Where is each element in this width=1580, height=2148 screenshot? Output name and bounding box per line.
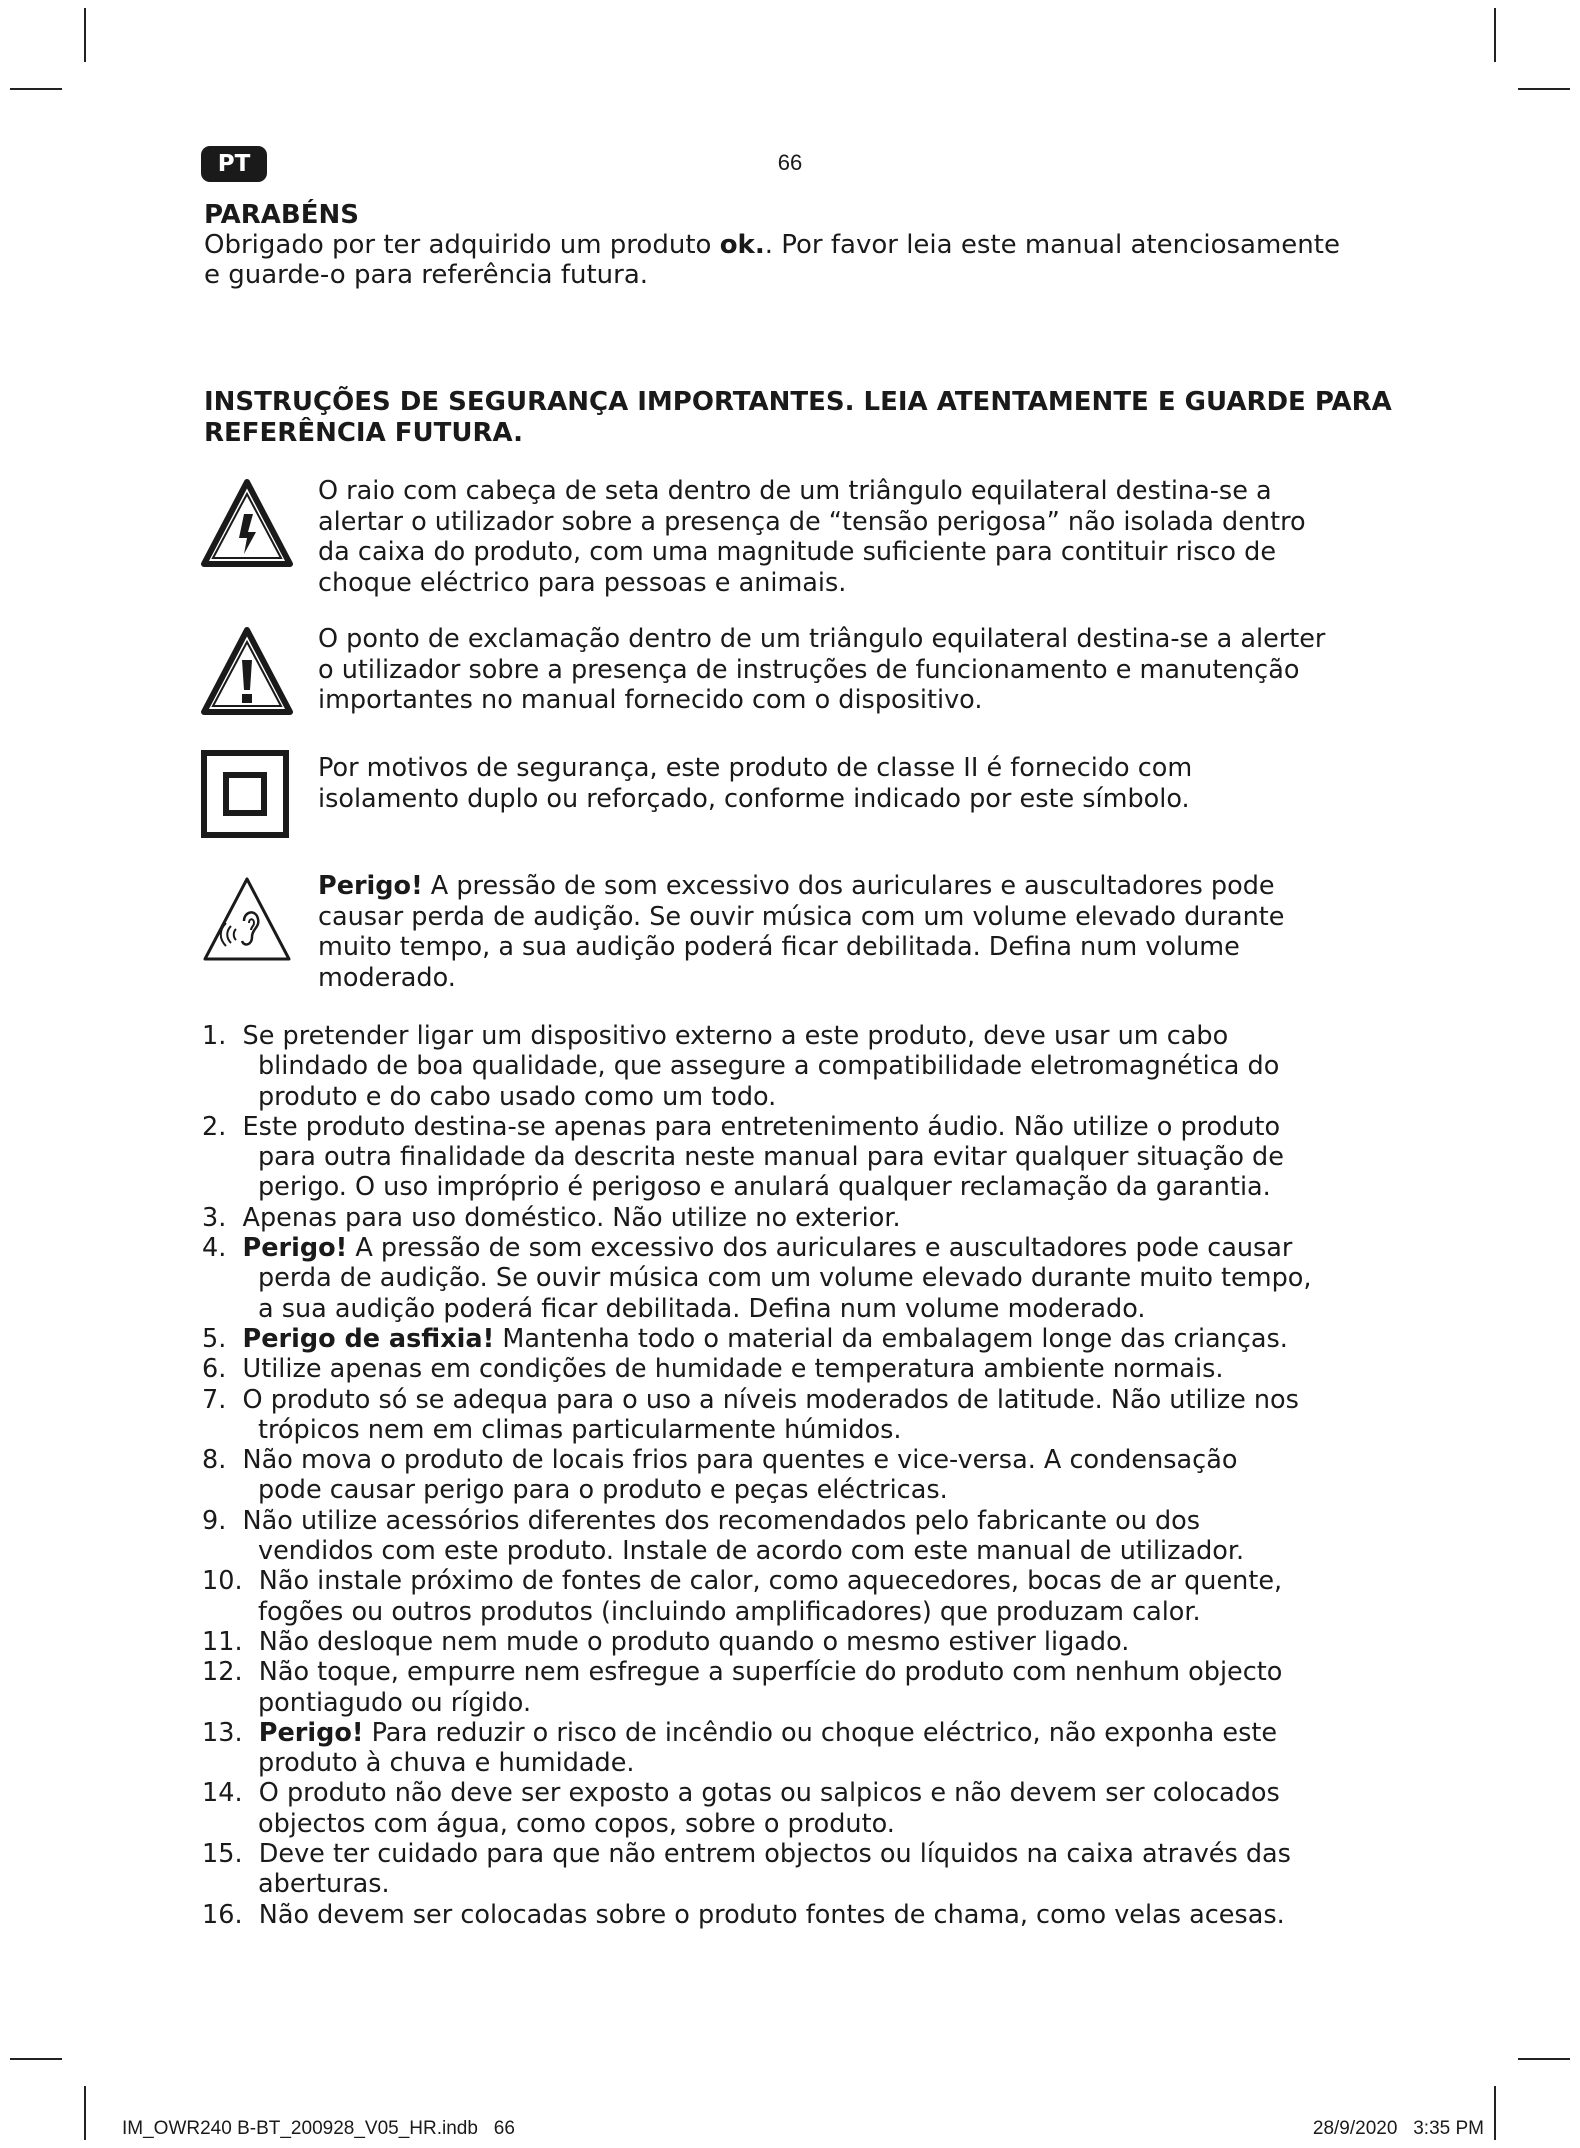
rule-line: a sua audição poderá ficar debilitada. Defina num volume moderado. <box>258 1293 1146 1324</box>
rule-line <box>202 1657 1394 1687</box>
footer-date: 28/9/2020 3:35 PM <box>1312 2118 1484 2139</box>
crop-mark <box>10 88 62 90</box>
rule-bold-label: Perigo! <box>242 1233 348 1264</box>
rule-text <box>202 1112 1394 1203</box>
danger-label: Perigo! <box>318 871 423 901</box>
rule-item <box>202 1506 1394 1567</box>
rule-item <box>202 1385 1394 1446</box>
text-line: causar perda de audição. Se ouvir música com um volume elevado durante <box>318 901 1285 932</box>
rule-line-text: A pressão de som excessivo dos auriculares e auscultadores pode causar <box>347 1233 1293 1264</box>
page-number: 66 <box>777 150 803 175</box>
rule-line: fogões ou outros produtos (incluindo amplificadores) que produzam calor. <box>258 1596 1201 1627</box>
rule-number: 4. <box>202 1233 243 1264</box>
rule-line: perigo. O uso impróprio é perigoso e anulará qualquer reclamação da garantia. <box>258 1172 1271 1203</box>
lightning-warning-icon <box>200 476 295 575</box>
crop-mark <box>84 8 86 62</box>
rule-line: vendidos com este produto. Instale de acordo com este manual de utilizador. <box>258 1536 1245 1567</box>
text-line: importantes no manual fornecido com o dispositivo. <box>318 685 983 715</box>
text-line: da caixa do produto, com uma magnitude suficiente para contituir risco de <box>318 537 1277 567</box>
hearing-damage-warning-icon <box>200 871 295 970</box>
rule-line <box>202 1385 1394 1415</box>
text-line: muito tempo, a sua audição poderá ficar debilitada. Defina num volume <box>318 932 1240 962</box>
rule-line: perda de audição. Se ouvir música com um volume elevado durante muito tempo, <box>258 1263 1312 1294</box>
rule-number: 13. <box>202 1717 259 1748</box>
rule-line-text: Não desloque nem mude o produto quando o mesmo estiver ligado. <box>258 1626 1130 1657</box>
rule-text <box>202 1718 1394 1779</box>
rule-text <box>202 1445 1394 1506</box>
text-line: isolamento duplo ou reforçado, conforme indicado por este símbolo. <box>318 783 1190 814</box>
symbol-row-lightning <box>204 476 1394 598</box>
rule-item <box>202 1112 1394 1203</box>
rule-line-text: O produto não deve ser exposto a gotas ou salpicos e não devem ser colocados <box>258 1778 1280 1809</box>
rule-line-text: Se pretender ligar um dispositivo externo a este produto, deve usar um cabo <box>242 1021 1229 1051</box>
rule-text <box>202 1657 1394 1718</box>
rule-line-text: Não mova o produto de locais frios para quentes e vice-versa. A condensação <box>242 1445 1238 1476</box>
rule-number: 6. <box>202 1354 243 1385</box>
symbol-text-lightning <box>318 476 1394 598</box>
intro-text-rest: . Por favor leia este manual atenciosamente <box>764 230 1340 260</box>
text-line: o utilizador sobre a presença de instruções de funcionamento e manutenção <box>318 654 1300 685</box>
rule-line: pontiagudo ou rígido. <box>258 1687 532 1718</box>
rule-line-text: Não devem ser colocadas sobre o produto fontes de chama, como velas acesas. <box>258 1899 1285 1930</box>
rule-line <box>202 1627 1394 1657</box>
crop-mark <box>1494 8 1496 62</box>
rule-item <box>202 1627 1394 1657</box>
rule-item <box>202 1778 1394 1839</box>
text-line: O raio com cabeça de seta dentro de um triângulo equilateral destina-se a <box>318 476 1272 506</box>
safety-heading <box>204 387 1394 449</box>
rule-line-text: Não utilize acessórios diferentes dos recomendados pelo fabricante ou dos <box>242 1505 1201 1536</box>
intro-text-start: Obrigado por ter adquirido um produto <box>204 230 720 260</box>
rule-item <box>202 1839 1394 1900</box>
rule-line <box>202 1900 1394 1930</box>
intro-heading: PARABÉNS <box>204 200 359 230</box>
rule-text <box>202 1566 1394 1627</box>
class-ii-double-insulation-icon <box>200 749 295 845</box>
rule-line: objectos com água, como copos, sobre o produto. <box>258 1808 895 1839</box>
rule-number: 8. <box>202 1445 243 1476</box>
crop-mark <box>1518 2058 1570 2060</box>
rule-number: 3. <box>202 1202 243 1233</box>
safety-rules-list <box>202 1021 1394 1930</box>
rule-item <box>202 1021 1394 1112</box>
symbol-row-hearing <box>204 871 1394 993</box>
symbol-text-class-ii <box>318 753 1394 814</box>
symbol-text-exclamation <box>318 624 1394 716</box>
rule-line-text: Apenas para uso doméstico. Não utilize no exterior. <box>242 1202 901 1233</box>
rule-text <box>202 1021 1394 1112</box>
rule-line-text: Utilize apenas em condições de humidade e temperatura ambiente normais. <box>242 1354 1224 1385</box>
rule-line-text: Deve ter cuidado para que não entrem objectos ou líquidos na caixa através das <box>258 1839 1291 1870</box>
rule-number: 11. <box>202 1626 259 1657</box>
rule-line <box>202 1718 1394 1748</box>
rule-text <box>202 1354 1394 1384</box>
rule-text <box>202 1839 1394 1900</box>
rule-item <box>202 1900 1394 1930</box>
text-line: Por motivos de segurança, este produto de classe II é fornecido com <box>318 753 1193 783</box>
rule-item <box>202 1718 1394 1779</box>
rule-line-text: Este produto destina-se apenas para entretenimento áudio. Não utilize o produto <box>242 1111 1281 1142</box>
rule-text <box>202 1385 1394 1446</box>
rule-text <box>202 1506 1394 1567</box>
intro-text <box>204 230 1394 290</box>
rule-line <box>202 1203 1394 1233</box>
rule-number: 5. <box>202 1323 243 1354</box>
text-line: moderado. <box>318 962 456 993</box>
rule-line <box>202 1445 1394 1475</box>
rule-number: 16. <box>202 1899 259 1930</box>
rule-item <box>202 1324 1394 1354</box>
rule-item <box>202 1657 1394 1718</box>
exclamation-warning-icon <box>200 624 295 723</box>
rule-text <box>202 1627 1394 1657</box>
rule-line: produto e do cabo usado como um todo. <box>258 1081 777 1112</box>
brand-name: ok. <box>719 230 765 260</box>
safety-heading-line1: INSTRUÇÕES DE SEGURANÇA IMPORTANTES. LEIA ATENTAMENTE E GUARDE PARA <box>204 387 1392 417</box>
text-line <box>318 871 1394 902</box>
rule-bold-label: Perigo! <box>258 1717 364 1748</box>
rule-number: 1. <box>202 1021 243 1051</box>
rule-line <box>202 1506 1394 1536</box>
rule-line-text: Não toque, empurre nem esfregue a superfície do produto com nenhum objecto <box>258 1657 1283 1688</box>
rule-number: 9. <box>202 1505 243 1536</box>
rule-number: 10. <box>202 1566 259 1597</box>
safety-heading-line2: REFERÊNCIA FUTURA. <box>204 418 523 448</box>
rule-line <box>202 1839 1394 1869</box>
text-line: O ponto de exclamação dentro de um triângulo equilateral destina-se a alerter <box>318 624 1326 654</box>
symbol-text-hearing <box>318 871 1394 993</box>
rule-line: pode causar perigo para o produto e peças eléctricas. <box>258 1475 948 1506</box>
rule-bold-label: Perigo de asfixia! <box>242 1323 495 1354</box>
symbol-row-exclamation <box>204 624 1394 723</box>
rule-line-text: Para reduzir o risco de incêndio ou choque eléctrico, não exponha este <box>363 1717 1278 1748</box>
rule-number: 12. <box>202 1657 259 1688</box>
rule-line <box>202 1021 1394 1051</box>
rule-text <box>202 1778 1394 1839</box>
rule-line <box>202 1324 1394 1354</box>
rule-line: blindado de boa qualidade, que assegure a compatibilidade eletromagnética do <box>258 1051 1280 1082</box>
rule-number: 15. <box>202 1839 259 1870</box>
crop-mark <box>84 2086 86 2140</box>
crop-mark <box>1494 2086 1496 2140</box>
intro-text-line2: e guarde-o para referência futura. <box>204 260 649 290</box>
rule-number: 7. <box>202 1384 243 1415</box>
rule-number: 14. <box>202 1778 259 1809</box>
rule-item <box>202 1354 1394 1384</box>
rule-line-text: O produto só se adequa para o uso a níveis moderados de latitude. Não utilize nos <box>242 1384 1299 1415</box>
rule-text <box>202 1324 1394 1354</box>
rule-text <box>202 1900 1394 1930</box>
footer-file-info: IM_OWR240 B-BT_200928_V05_HR.indb 66 <box>122 2118 515 2139</box>
rule-line <box>202 1354 1394 1384</box>
rule-item <box>202 1445 1394 1506</box>
text-fragment: A pressão de som excessivo dos auriculares e auscultadores pode <box>422 871 1275 901</box>
symbol-row-class-ii <box>204 749 1394 845</box>
page-content <box>204 200 1394 1930</box>
text-line: choque eléctrico para pessoas e animais. <box>318 567 847 598</box>
rule-item <box>202 1203 1394 1233</box>
crop-mark <box>10 2058 62 2060</box>
rule-line-text: Não instale próximo de fontes de calor, como aquecedores, bocas de ar quente, <box>258 1566 1283 1597</box>
rule-line <box>202 1566 1394 1596</box>
rule-line <box>202 1778 1394 1808</box>
rule-line: aberturas. <box>258 1869 390 1900</box>
rule-line-text: Mantenha todo o material da embalagem longe das crianças. <box>494 1323 1288 1354</box>
rule-text <box>202 1203 1394 1233</box>
rule-item <box>202 1566 1394 1627</box>
rule-number: 2. <box>202 1111 243 1142</box>
rule-text <box>202 1233 1394 1324</box>
language-badge: PT <box>201 146 267 182</box>
rule-item <box>202 1233 1394 1324</box>
rule-line: para outra finalidade da descrita neste manual para evitar qualquer situação de <box>258 1142 1284 1173</box>
rule-line: produto à chuva e humidade. <box>258 1748 635 1779</box>
rule-line <box>202 1112 1394 1142</box>
text-line: alertar o utilizador sobre a presença de “tensão perigosa” não isolada dentro <box>318 506 1306 537</box>
rule-line <box>202 1233 1394 1263</box>
crop-mark <box>1518 88 1570 90</box>
rule-line: trópicos nem em climas particularmente húmidos. <box>258 1414 902 1445</box>
